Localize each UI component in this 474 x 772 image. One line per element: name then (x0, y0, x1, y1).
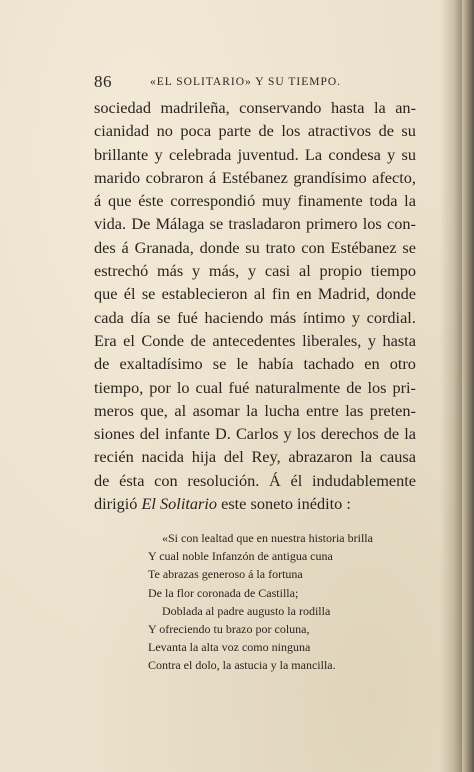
word: toda (369, 191, 398, 211)
word: de (94, 470, 110, 490)
word: brillante (94, 144, 149, 164)
sonnet-verse: Y cual noble Infanzón de antigua cuna (148, 549, 333, 564)
sonnet-verse: «Si con lealtad que en nuestra historia brilla (162, 531, 373, 545)
word: trato (265, 237, 296, 257)
word: atractivos (307, 121, 372, 141)
word: exaltadísimo (119, 354, 203, 374)
word: fin (271, 284, 290, 304)
word: éste (138, 191, 164, 211)
word: tiempo, (94, 377, 144, 397)
word: al (174, 400, 187, 420)
word: los (362, 214, 382, 234)
sonnet-verse: Contra el dolo, la astucia y la mancilla. (148, 658, 336, 673)
word: Granada, (134, 237, 194, 257)
word: poca (180, 121, 212, 141)
text-line (94, 422, 416, 445)
word: fué (177, 307, 198, 327)
word: el (123, 330, 135, 350)
word: grandísimo (293, 167, 367, 187)
word: antecedentes (212, 330, 296, 350)
text-line (94, 445, 416, 468)
word: se (156, 307, 171, 327)
word: las (345, 400, 364, 420)
word: su (245, 237, 260, 257)
text-line (94, 352, 416, 375)
word: la (246, 400, 258, 420)
word: lo (176, 377, 190, 397)
word: marido (94, 167, 141, 187)
word: y (192, 261, 201, 281)
word: y (351, 307, 361, 327)
word: por (149, 377, 171, 397)
word: liberales, (302, 330, 362, 350)
word: haciendo (204, 307, 264, 327)
word: Conde (141, 330, 184, 350)
word: nacida (141, 447, 184, 467)
word: y (154, 144, 163, 164)
sonnet-block (148, 529, 373, 675)
text-line (94, 143, 416, 166)
word: an- (395, 98, 416, 117)
word: lucha (264, 400, 300, 420)
word: sociedad (94, 98, 151, 117)
word: le (236, 354, 249, 374)
word: infante (164, 424, 210, 444)
sonnet-verse: Doblada al padre augusto la rodilla (162, 603, 331, 618)
word: hasta (330, 98, 365, 117)
word: derechos (320, 424, 379, 444)
text-line-final (94, 492, 416, 515)
word: á (94, 191, 102, 211)
text-segment: este soneto inédito : (217, 494, 351, 514)
page-number: 86 (94, 72, 112, 91)
word: donde (199, 237, 240, 257)
word: la (360, 447, 373, 467)
word: la (373, 98, 386, 117)
word: cobraron (145, 167, 204, 187)
word: de (378, 121, 394, 141)
word: al (298, 261, 311, 281)
text-line (94, 212, 416, 235)
word: con (154, 470, 178, 490)
word: del (139, 424, 160, 444)
word: día (130, 307, 151, 327)
word: cual (195, 377, 223, 397)
word: él (290, 470, 303, 490)
word: á (121, 237, 129, 257)
word: se (141, 284, 156, 304)
word: su (401, 121, 416, 141)
word: de (346, 377, 362, 397)
word: abrazaron (288, 447, 353, 467)
word: preten- (369, 400, 416, 420)
word: siones (94, 424, 135, 444)
word: primero (305, 214, 358, 234)
text-segment: dirigió (94, 494, 142, 514)
word: De (131, 214, 151, 234)
text-line (94, 259, 416, 282)
word: que (107, 191, 132, 211)
word: de (258, 121, 274, 141)
word: del (223, 447, 244, 467)
word: hija (191, 447, 217, 467)
word: condesa (328, 144, 381, 164)
word: pri- (392, 377, 416, 397)
running-title: «EL SOLITARIO» Y SU TIEMPO. (150, 76, 342, 88)
word: establecieron (161, 284, 248, 304)
word: indudablemente (312, 470, 416, 490)
body-paragraph (94, 96, 416, 515)
word: Era (94, 330, 117, 350)
word: correspondió (170, 191, 256, 211)
word: que, (140, 400, 168, 420)
text-line (94, 399, 416, 422)
word: se (209, 214, 224, 234)
word: entre (306, 400, 339, 420)
word: en (364, 354, 380, 374)
word: había (258, 354, 294, 374)
word: propio (319, 261, 362, 281)
word: los (281, 121, 301, 141)
word: des (94, 237, 116, 257)
page-header (94, 72, 434, 94)
word: en (296, 284, 312, 304)
word: á (209, 167, 217, 187)
word: celebrada (168, 144, 232, 164)
text-line (94, 189, 416, 212)
text-line (94, 376, 416, 399)
text-line (94, 166, 416, 189)
word: su (401, 144, 416, 164)
word: al (253, 284, 266, 304)
word: más, (208, 261, 240, 281)
text-line (94, 469, 416, 492)
word: no (156, 121, 173, 141)
word: y (247, 261, 257, 281)
word: se (212, 354, 227, 374)
word: cada (94, 307, 124, 327)
sonnet-verse: Levanta la alta voz como ninguna (148, 640, 311, 655)
text-line (94, 282, 416, 305)
word: y (283, 424, 292, 444)
word: de (383, 424, 400, 444)
word: Carlos (235, 424, 279, 444)
word: Madrid, (317, 284, 370, 304)
word: casi (264, 261, 291, 281)
word: ésta (119, 470, 145, 490)
word: parte (218, 121, 252, 141)
sonnet-verse: Te abrazas generoso á la fortuna (148, 567, 303, 582)
word: recién (94, 447, 134, 467)
word: finamente (297, 191, 363, 211)
italic-title: El Solitario (141, 494, 218, 514)
word: causa (379, 447, 416, 467)
word: Estébanez (330, 237, 397, 257)
word: tachado (303, 354, 355, 374)
word: con (301, 237, 325, 257)
word: de (94, 354, 110, 374)
word: la (404, 424, 416, 444)
word: más (269, 307, 297, 327)
word: La (304, 144, 323, 164)
word: afecto, (372, 167, 416, 187)
text-line (94, 306, 416, 329)
word: donde (376, 284, 416, 304)
word: madrileña, (160, 98, 230, 117)
word: los (296, 424, 316, 444)
word: fué (228, 377, 250, 397)
word: estrechó (94, 261, 149, 281)
word: él (123, 284, 136, 304)
word: de (190, 330, 206, 350)
word: asomar (192, 400, 240, 420)
word: naturalmente (255, 377, 341, 397)
text-line (94, 329, 416, 352)
word: íntimo (302, 307, 346, 327)
word: conservando (239, 98, 322, 117)
word: más (157, 261, 184, 281)
word: los (367, 377, 387, 397)
word: Málaga (155, 214, 205, 234)
word: Rey, (251, 447, 281, 467)
word: resolución. (187, 470, 260, 490)
word: D. (215, 424, 231, 444)
word: meros (94, 400, 134, 420)
word: cianidad (94, 121, 150, 141)
text-line (94, 236, 416, 259)
text-line (94, 119, 416, 142)
word: Á (269, 470, 281, 490)
word: y (387, 144, 396, 164)
word: con- (387, 214, 416, 234)
word: cordial. (366, 307, 416, 327)
page-edge (462, 0, 474, 772)
text-line (94, 96, 416, 119)
word: y (367, 330, 376, 350)
word: Estébanez (221, 167, 288, 187)
word: se (402, 237, 416, 257)
word: juventud. (237, 144, 299, 164)
word: tiempo (370, 261, 416, 281)
sonnet-verse: De la flor coronada de Castilla; (148, 585, 299, 600)
word: muy (261, 191, 291, 211)
word: otro (389, 354, 416, 374)
page-shadow (440, 0, 462, 772)
word: que (94, 284, 118, 304)
word: hasta (382, 330, 416, 350)
word: la (404, 191, 416, 211)
sonnet-verse: Y ofreciendo tu brazo por coluna, (148, 621, 310, 636)
word: vida. (94, 214, 127, 234)
word: trasladaron (228, 214, 301, 234)
